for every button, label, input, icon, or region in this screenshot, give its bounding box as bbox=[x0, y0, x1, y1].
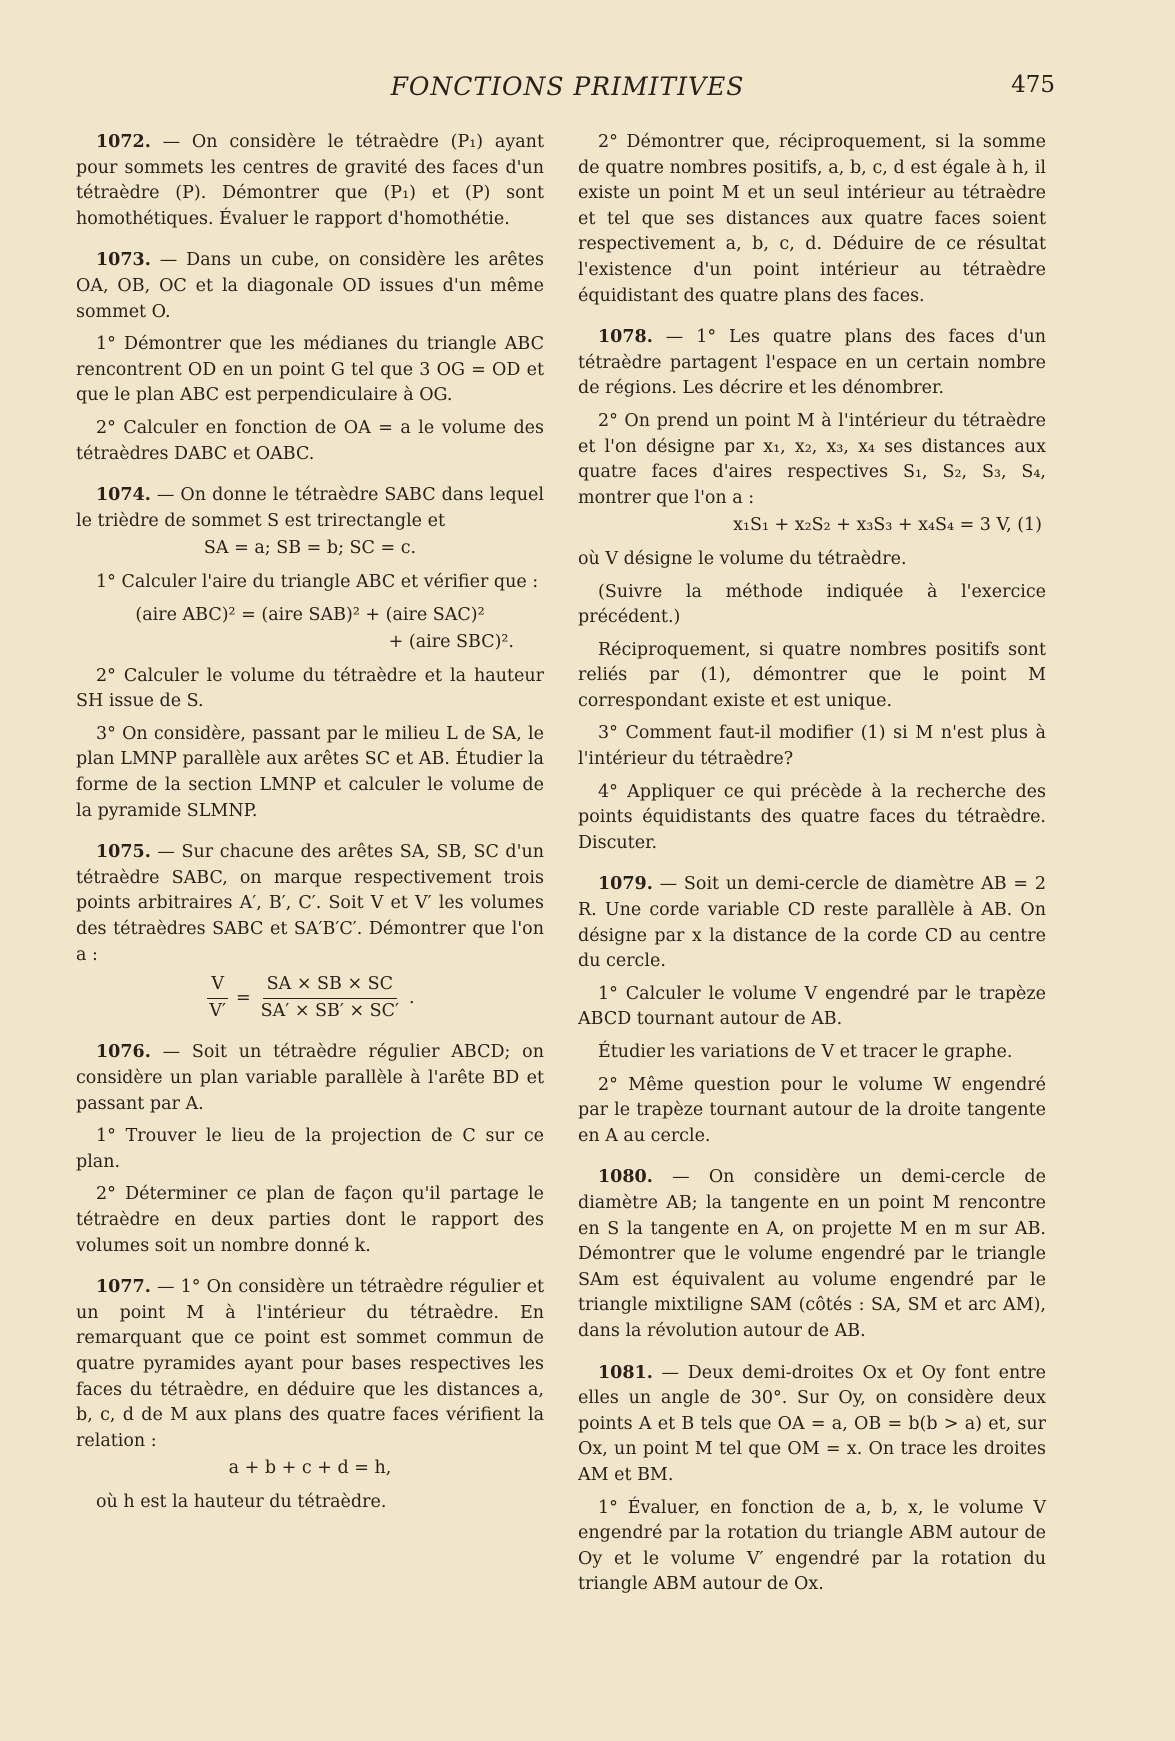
exercise-1078 bbox=[578, 325, 1046, 856]
exercise-1079 bbox=[578, 872, 1046, 1149]
exercise-number: 1074. bbox=[96, 485, 151, 506]
fraction-formula bbox=[76, 972, 544, 1024]
fraction-numerator: V bbox=[207, 972, 228, 999]
exercise-text: — 1° On considère un tétraèdre régulier et un point M à l'intérieur du tétraèdre. En remarquant que ce point est sommet commun de quatre pyramides ayant pour bases respectives les faces du tétraèdre, en déduire que les distances a, b, c, d de M aux plans des quatre faces vérifient la relation : bbox=[76, 1277, 544, 1451]
question-2: 2° Déterminer ce plan de façon qu'il partage le tétraèdre en deux parties dont le rapport des volumes soit un nombre donné k. bbox=[76, 1184, 544, 1256]
fraction-denominator: SA′ × SB′ × SC′ bbox=[260, 1000, 400, 1021]
exercise-1074 bbox=[76, 483, 544, 824]
question-1: 1° Démontrer que les médianes du triangle ABC rencontrent OD en un point G tel que 3 OG = OD et que le plan ABC est perpendiculaire à OG. bbox=[76, 334, 544, 406]
exercise-number: 1072. bbox=[96, 132, 151, 152]
question-1: 1° Trouver le lieu de la projection de C sur ce plan. bbox=[76, 1126, 544, 1172]
exercise-statement bbox=[76, 1275, 544, 1454]
exercise-text: — On considère un demi-cercle de diamètre AB; la tangente en un point M rencontre en S la tangente en A, on projette M en m sur AB. Démontrer que le volume engendré par le triangle SAm est équivalent au volume engendré par le triangle mixtiligne SAM (côtés : SA, SM et arc AM), dans la révolution autour de AB. bbox=[578, 1167, 1046, 1341]
page-header bbox=[80, 72, 1055, 108]
running-title: FONCTIONS PRIMITIVES bbox=[390, 72, 745, 101]
exercise-number: 1081. bbox=[598, 1362, 653, 1383]
exercise-statement bbox=[578, 1165, 1046, 1344]
question-3: 3° On considère, passant par le milieu L de SA, le plan LMNP parallèle aux arêtes SC et AB. Étudier la forme de la section LMNP et calculer le volume de la pyramide SLMNP. bbox=[76, 723, 544, 821]
question-2: 2° Démontrer que, réciproquement, si la somme de quatre nombres positifs, a, b, c, d est égale à h, il existe un point M et un seul intérieur au tétraèdre et tel que ses distances aux quatre faces soient respectivement a, b, c, d. Déduire de ce résultat l'existence d'un point intérieur au tétraèdre équidistant des quatre plans des faces. bbox=[578, 132, 1046, 306]
exercise-statement bbox=[76, 248, 544, 325]
question-1: 1° Calculer le volume V engendré par le trapèze ABCD tournant autour de AB. bbox=[578, 983, 1046, 1030]
fraction-left bbox=[205, 972, 230, 1024]
exercise-statement bbox=[578, 872, 1046, 974]
exercise-statement bbox=[578, 325, 1046, 402]
exercise-1077-continued bbox=[578, 130, 1046, 309]
exercise-number: 1075. bbox=[96, 842, 151, 863]
exercise-text: — Deux demi-droites Ox et Oy font entre elles un angle de 30°. Sur Oy, on considère deux points A et B tels que OA = a, OB = b(b > a) et, sur Ox, un point M tel que OM = x. On trace les droites AM et BM. bbox=[578, 1362, 1046, 1485]
question-4: 4° Appliquer ce qui précède à la recherche des points équidistants des quatre faces du tétraèdre. Discuter. bbox=[578, 781, 1046, 853]
question-2: 2° Calculer le volume du tétraèdre et la hauteur SH issue de S. bbox=[76, 665, 544, 712]
right-column bbox=[578, 130, 1046, 1614]
question-1-continued: Étudier les variations de V et tracer le graphe. bbox=[598, 1042, 1013, 1062]
formula-line-2: + (aire SBC)². bbox=[388, 632, 514, 653]
exercise-1073 bbox=[76, 248, 544, 467]
exercise-text: — Soit un demi-cercle de diamètre AB = 2 R. Une corde variable CD reste parallèle à AB. On désigne par x la distance de la corde CD au centre du cercle. bbox=[578, 874, 1046, 972]
exercise-1080 bbox=[578, 1165, 1046, 1344]
question-3: 3° Comment faut-il modifier (1) si M n'est plus à l'intérieur du tétraèdre? bbox=[578, 723, 1046, 770]
question-1: 1° Calculer l'aire du triangle ABC et vérifier que : bbox=[96, 571, 539, 592]
exercise-statement bbox=[76, 130, 544, 232]
question-2: 2° On prend un point M à l'intérieur du tétraèdre et l'on désigne par x₁, x₂, x₃, x₄ ses distances aux quatre faces d'aires respectives S₁, S₂, S₃, S₄, montrer que l'on a : bbox=[578, 410, 1046, 508]
formula-line-1: (aire ABC)² = (aire SAB)² + (aire SAC)² bbox=[135, 604, 485, 625]
question-2: 2° Calculer en fonction de OA = a le volume des tétraèdres DABC et OABC. bbox=[76, 417, 544, 464]
exercise-text: — Sur chacune des arêtes SA, SB, SC d'un tétraèdre SABC, on marque respectivement trois points arbitraires A′, B′, C′. Soit V et V′ les volumes des tétraèdres SABC et SA′B′C′. Démontrer que l'on a : bbox=[76, 842, 544, 965]
equals-sign: = bbox=[236, 987, 251, 1008]
exercise-number: 1076. bbox=[96, 1042, 151, 1063]
note: (Suivre la méthode indiquée à l'exercice précédent.) bbox=[578, 581, 1046, 628]
exercise-number: 1073. bbox=[96, 250, 151, 271]
formula: SA = a; SB = b; SC = c. bbox=[203, 538, 417, 559]
exercise-1072 bbox=[76, 130, 544, 232]
formula-explanation: où V désigne le volume du tétraèdre. bbox=[578, 548, 907, 569]
exercise-1075 bbox=[76, 840, 544, 1024]
exercise-number: 1078. bbox=[598, 327, 653, 348]
exercise-text: — Dans un cube, on considère les arêtes OA, OB, OC et la diagonale OD issues d'un même sommet O. bbox=[76, 250, 544, 322]
exercise-number: 1077. bbox=[96, 1277, 151, 1298]
exercise-statement bbox=[76, 1040, 544, 1117]
exercise-statement bbox=[578, 1361, 1046, 1489]
formula: x₁S₁ + x₂S₂ + x₃S₃ + x₄S₄ = 3 V, (1) bbox=[733, 515, 1042, 536]
exercise-number: 1080. bbox=[598, 1167, 653, 1188]
exercise-statement bbox=[76, 840, 544, 968]
exercise-text: — 1° Les quatre plans des faces d'un tétraèdre partagent l'espace en un certain nombre de régions. Les décrire et les dénombrer. bbox=[578, 327, 1046, 399]
fraction-denominator: V′ bbox=[209, 1000, 226, 1021]
fraction-numerator: SA × SB × SC bbox=[263, 972, 397, 999]
converse: Réciproquement, si quatre nombres positifs sont reliés par (1), démontrer que le point M correspondant existe et est unique. bbox=[578, 639, 1046, 711]
exercise-1076 bbox=[76, 1040, 544, 1259]
exercise-1077 bbox=[76, 1275, 544, 1515]
exercise-number: 1079. bbox=[598, 874, 653, 895]
question-2: 2° Même question pour le volume W engendré par le trapèze tournant autour de la droite tangente en A au cercle. bbox=[578, 1074, 1046, 1146]
question-1: 1° Évaluer, en fonction de a, b, x, le volume V engendré par la rotation du triangle ABM autour de Oy et le volume V′ engendré par la rotation du triangle ABM autour de Ox. bbox=[578, 1497, 1046, 1595]
formula-explanation: où h est la hauteur du tétraèdre. bbox=[96, 1491, 387, 1512]
period: . bbox=[409, 987, 415, 1008]
exercise-statement bbox=[76, 483, 544, 534]
exercise-text: — Soit un tétraèdre régulier ABCD; on considère un plan variable parallèle à l'arête BD et passant par A. bbox=[76, 1042, 544, 1114]
fraction-right bbox=[257, 972, 403, 1024]
formula: a + b + c + d = h, bbox=[228, 1458, 392, 1479]
exercise-text: — On donne le tétraèdre SABC dans lequel le trièdre de sommet S est trirectangle et bbox=[76, 485, 544, 531]
left-column bbox=[76, 130, 544, 1532]
exercise-1081 bbox=[578, 1361, 1046, 1598]
exercise-text: — On considère le tétraèdre (P₁) ayant pour sommets les centres de gravité des faces d'un tétraèdre (P). Démontrer que (P₁) et (P) sont homothétiques. Évaluer le rapport d'homothétie. bbox=[76, 132, 544, 229]
page-number: 475 bbox=[1011, 72, 1055, 98]
